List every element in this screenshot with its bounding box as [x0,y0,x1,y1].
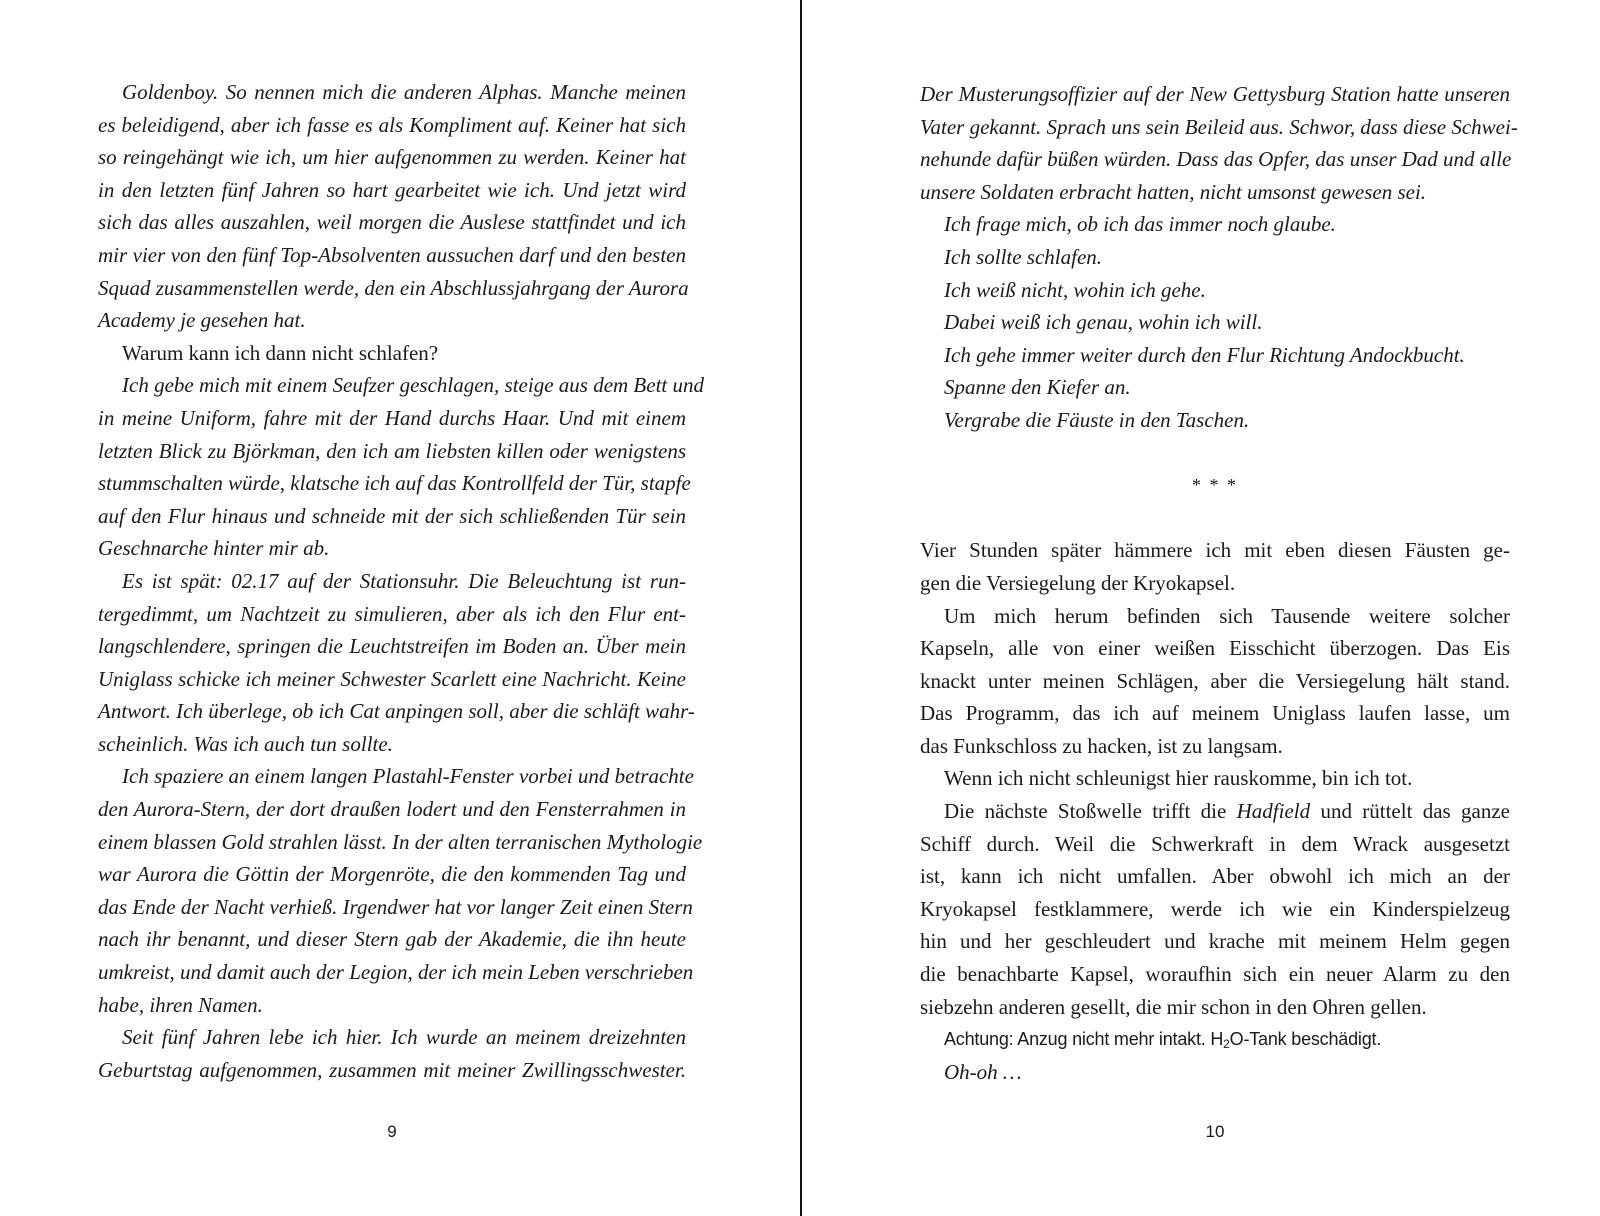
text-line: Um mich herum befinden sich Tausende weitere solcher [944,603,1510,628]
text-line: Die nächste Stoßwelle trifft die Hadfield und rüttelt das ganze [944,799,1510,824]
text-line: Vier Stunden später hämmere ich mit eben diesen Fäusten ge- [920,538,1510,563]
text-line: den Aurora-Stern, der dort draußen lodert und den Fensterrahmen in [98,797,686,822]
text-line: scheinlich. Was ich auch tun sollte. [98,731,393,756]
text-line: Kapseln, alle von einer weißen Eisschicht überzogen. Das Eis [920,636,1510,661]
text-line: auf den Flur hinaus und schneide mit der sich schließenden Tür sein [98,503,686,528]
text-line: knackt unter meinen Schlägen, aber die Versiegelung hält stand. [920,668,1510,693]
text-line: sich das alles auszahlen, weil morgen die Auslese stattfindet und ich [98,210,686,235]
text-line: Ich frage mich, ob ich das immer noch glaube. [944,212,1336,237]
right-page-top-paragraphs [920,78,1518,437]
alert-subscript: 2 [1223,1037,1230,1052]
text-line: Ich spaziere an einem langen Plastahl-Fenster vorbei und betrachte [122,764,694,789]
text-line: Geschnarche hinter mir ab. [98,536,330,561]
text-line: Kryokapsel festklammere, werde ich wie ein Kinderspielzeug [920,896,1510,921]
text-line: es beleidigend, aber ich fasse es als Kompliment auf. Keiner hat sich [98,112,686,137]
text-line: letzten Blick zu Björkman, den ich am liebsten killen oder wenigstens [98,438,686,463]
section-break: * * * [1192,475,1238,496]
text-line: tergedimmt, um Nachtzeit zu simulieren, aber als ich den Flur ent- [98,601,686,626]
text-line: Ich weiß nicht, wohin ich gehe. [944,277,1206,302]
text-line: Seit fünf Jahren lebe ich hier. Ich wurde an meinem dreizehnten [122,1025,686,1050]
text-line: Der Musterungsoffizier auf der New Gettysburg Station hatte unseren [920,82,1510,106]
text-line: Spanne den Kiefer an. [944,375,1131,400]
text-line: das Ende der Nacht verhieß. Irgendwer hat vor langer Zeit einen Stern [98,894,693,919]
text-line: war Aurora die Göttin der Morgenröte, die den kommenden Tag und [98,862,686,887]
section-spacer [920,437,1510,470]
right-page [920,0,1518,1216]
text-line: ist, kann ich nicht umfallen. Aber obwohl ich mich an der [920,864,1510,889]
alert-message [920,1023,1510,1056]
text-line: Warum kann ich dann nicht schlafen? [122,340,439,365]
text-line: nehunde dafür büßen würden. Dass das Opfer, das unser Dad und alle [920,147,1512,172]
text-line: gen die Versiegelung der Kryokapsel. [920,570,1236,595]
text-line: siebzehn anderen gesellt, die mir schon in den Ohren gellen. [920,994,1427,1019]
text-line: stummschalten würde, klatsche ich auf das Kontrollfeld der Tür, stapfe [98,471,691,496]
text-line: Ich sollte schlafen. [944,244,1103,269]
text-line: Academy je gesehen hat. [98,308,306,333]
text-line: Vater gekannt. Sprach uns sein Beileid aus. Schwor, dass diese Schwei- [920,114,1518,139]
text-line: das Funkschloss zu hacken, ist zu langsam. [920,733,1283,758]
final-line: Oh-oh … [944,1059,1022,1084]
text-line: nach ihr benannt, und dieser Stern gab der Akademie, die ihn heute [98,927,686,952]
page-number-left: 9 [387,1122,397,1141]
left-page-text [98,76,705,1086]
text-line: Es ist spät: 02.17 auf der Stationsuhr. Die Beleuchtung ist run- [122,568,686,593]
text-line: Dabei weiß ich genau, wohin ich will. [944,310,1263,335]
right-page-text [920,78,1518,1088]
text-line: umkreist, und damit auch der Legion, der ich mein Leben verschrieben [98,960,694,985]
text-line: so reingehängt wie ich, um hier aufgenommen zu werden. Keiner hat [98,145,686,170]
text-line: hin und her geschleudert und krache mit meinem Helm gegen [920,929,1510,954]
text-line: die benachbarte Kapsel, woraufhin sich ein neuer Alarm zu den [920,962,1510,987]
text-line: Vergrabe die Fäuste in den Taschen. [944,407,1250,432]
text-line: Das Programm, das ich auf meinem Uniglass laufen lasse, um [920,701,1510,726]
page-number-right: 10 [1205,1122,1225,1141]
text-line: Uniglass schicke ich meiner Schwester Scarlett eine Nachricht. Keine [98,666,686,691]
text-line: in meine Uniform, fahre mit der Hand durchs Haar. Und mit einem [98,405,686,430]
ship-name-emphasis: Hadfield [1236,799,1311,824]
text-line: Ich gebe mich mit einem Seufzer geschlagen, steige aus dem Bett und [122,373,705,398]
section-spacer [920,502,1510,535]
text-line: in den letzten fünf Jahren so hart gearbeitet wie ich. Und jetzt wird [98,177,686,202]
alert-text-after: O-Tank beschädigt. [1229,1029,1382,1050]
text-line: Ich gehe immer weiter durch den Flur Richtung Andockbucht. [944,342,1465,367]
text-line: habe, ihren Namen. [98,992,263,1017]
page-gutter-divider [800,0,802,1216]
text-line: Schiff durch. Weil die Schwerkraft in dem Wrack ausgesetzt [920,831,1510,856]
text-line: Squad zusammenstellen werde, den ein Abschlussjahrgang der Aurora [98,275,689,300]
text-line: Geburtstag aufgenommen, zusammen mit meiner Zwillingsschwester. [98,1057,686,1082]
text-line: Wenn ich nicht schleunigst hier rauskomme, bin ich tot. [944,766,1413,791]
text-line: Antwort. Ich überlege, ob ich Cat anpingen soll, aber die schläft wahr- [98,699,695,724]
text-line: Goldenboy. So nennen mich die anderen Alphas. Manche meinen [122,80,686,104]
alert-text-before: Achtung: Anzug nicht mehr intakt. H [944,1029,1224,1050]
right-page-bottom-paragraphs [920,534,1510,1023]
text-line: langschlendere, springen die Leuchtstreifen im Boden an. Über mein [98,634,686,659]
left-page [98,0,705,1216]
text-line: einem blassen Gold strahlen lässt. In der alten terranischen Mythologie [98,829,703,854]
text-line: unsere Soldaten erbracht hatten, nicht umsonst gewesen sei. [920,179,1427,204]
text-line: mir vier von den fünf Top-Absolventen aussuchen darf und den besten [98,242,686,267]
